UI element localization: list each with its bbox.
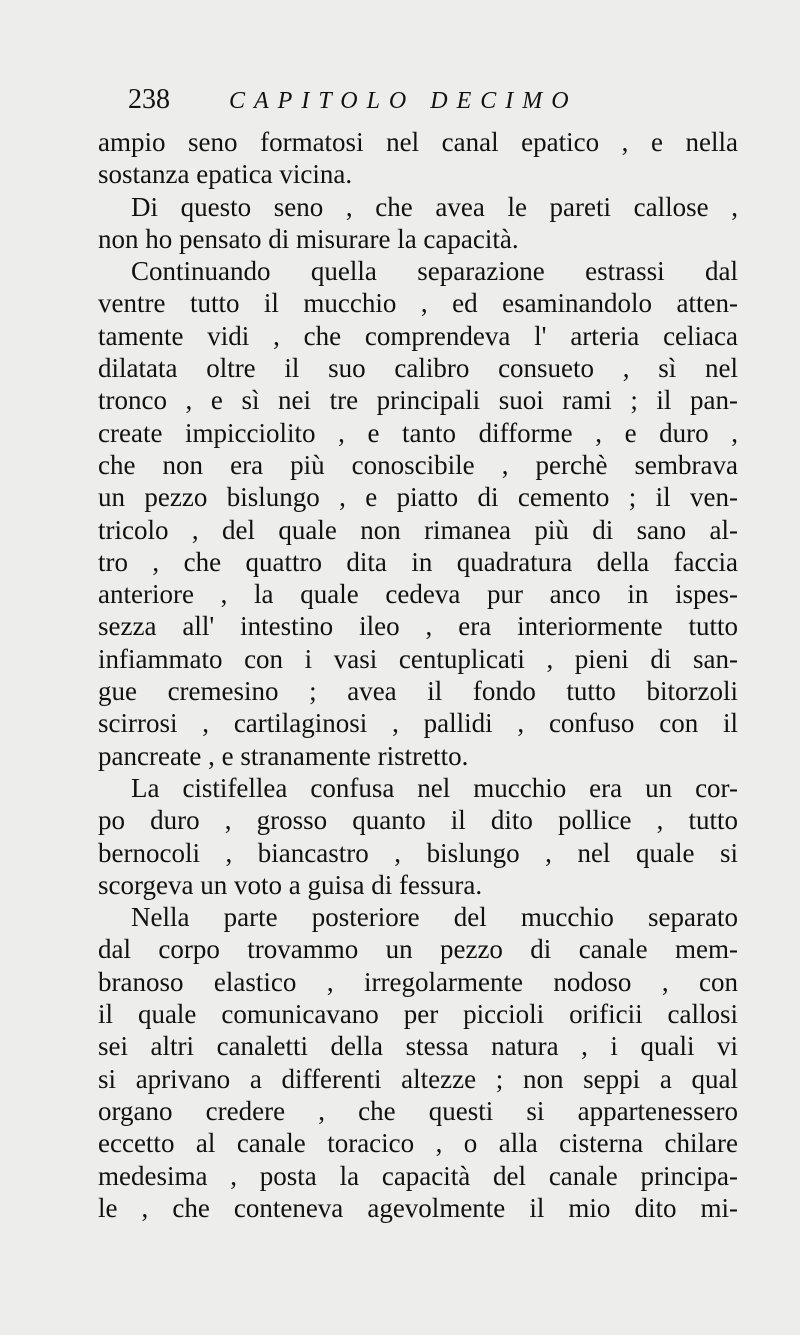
text-line: po duro , grosso quanto il dito pollice , tutto (98, 805, 738, 836)
text-line: dal corpo trovammo un pezzo di canale mem- (98, 934, 738, 965)
text-line: medesima , posta la capacità del canale principa- (98, 1160, 738, 1191)
text-line: dilatata oltre il suo calibro consueto , sì nel (98, 353, 738, 384)
text-line: tamente vidi , che comprendeva l' arteria celiaca (98, 320, 738, 351)
text-line: La cistifellea confusa nel mucchio era un cor- (131, 772, 738, 803)
text-line: sezza all' intestino ileo , era interiormente tutto (98, 611, 738, 642)
text-line: le , che conteneva agevolmente il mio dito mi- (98, 1192, 738, 1223)
text-line: che non era più conoscibile , perchè sembrava (98, 449, 738, 480)
text-line: scirrosi , cartilaginosi , pallidi , confuso con il (98, 708, 738, 739)
text-line: ventre tutto il mucchio , ed esaminandolo atten- (98, 288, 738, 319)
text-line: create impicciolito , e tanto difforme , e duro , (98, 417, 738, 448)
text-line: branoso elastico , irregolarmente nodoso , con (98, 966, 738, 997)
text-line: si aprivano a differenti altezze ; non seppi a qual (98, 1063, 738, 1094)
page-number: 238 (128, 84, 170, 115)
text-line: tricolo , del quale non rimanea più di sano al- (98, 514, 738, 545)
text-line: Nella parte posteriore del mucchio separato (131, 902, 738, 933)
text-line: tro , che quattro dita in quadratura della faccia (98, 546, 738, 577)
text-line: pancreate , e stranamente ristretto. (98, 740, 469, 771)
text-line: organo credere , che questi si appartenessero (98, 1095, 738, 1126)
text-line: gue cremesino ; avea il fondo tutto bitorzoli (98, 676, 738, 707)
text-line: tronco , e sì nei tre principali suoi rami ; il pan- (98, 385, 738, 416)
text-line: eccetto al canale toracico , o alla cisterna chilare (98, 1128, 738, 1159)
text-line: scorgeva un voto a guisa di fessura. (98, 869, 483, 900)
text-line: Continuando quella separazione estrassi dal (131, 256, 738, 287)
text-line: anteriore , la quale cedeva pur anco in ispes- (98, 579, 738, 610)
text-line: il quale comunicavano per piccioli orificii callosi (98, 999, 738, 1030)
running-head: CAPITOLO DECIMO (229, 88, 578, 114)
text-line: Di questo seno , che avea le pareti callose , (131, 191, 738, 222)
text-line: ampio seno formatosi nel canal epatico , e nella (98, 127, 738, 157)
main-text (98, 126, 738, 1224)
page-header (128, 80, 748, 120)
text-line: bernocoli , biancastro , bislungo , nel quale si (98, 837, 738, 868)
text-line: infiammato con i vasi centuplicati , pieni di san- (98, 643, 738, 674)
text-line: sei altri canaletti della stessa natura , i quali vi (98, 1031, 738, 1062)
text-line: non ho pensato di misurare la capacità. (98, 223, 519, 254)
text-line: un pezzo bislungo , e piatto di cemento ; il ven- (98, 482, 738, 513)
text-line: sostanza epatica vicina. (98, 159, 353, 190)
